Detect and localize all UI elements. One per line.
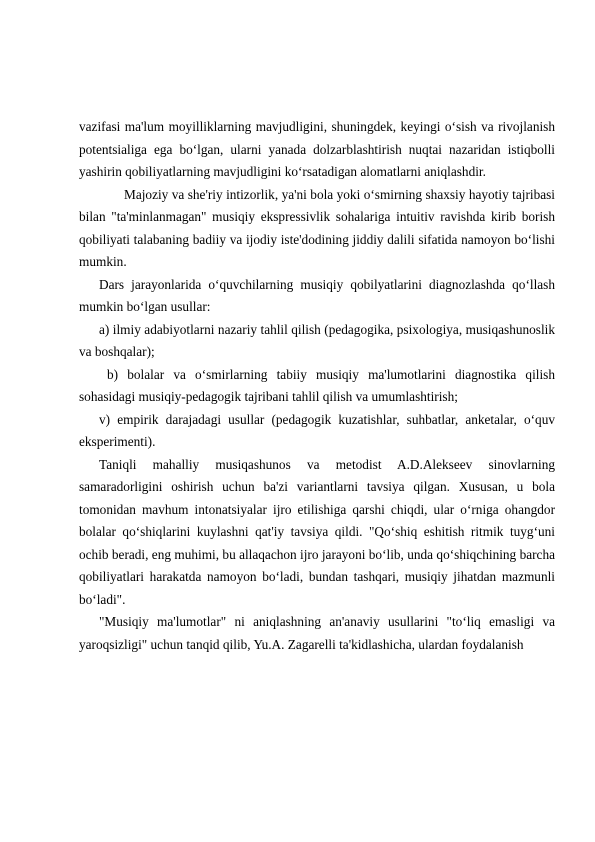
document-page bbox=[79, 116, 555, 656]
paragraph-poetic-insight: Majoziy va she'riy intizorlik, ya'ni bola yoki o‘smirning shaxsiy hayotiy tajribasi bilan "ta'minlanmagan" musiqiy ekspressivlik sohalariga intuitiv ravishda kirib borish qobiliyati talabaning badiiy va ijodiy iste'dodining jiddiy dalili sifatida namoyon bo‘lishi mumkin. bbox=[79, 186, 555, 269]
list-item-b: b) bolalar va o‘smirlarning tabiiy musiqiy ma'lumotlarini diagnostika qilish sohasidagi musiqiy-pedagogik tajribani tahlil qilish va umumlashtirish; bbox=[79, 366, 555, 404]
list-item-v: v) empirik darajadagi usullar (pedagogik kuzatishlar, suhbatlar, anketalar, o‘quv eksperimenti). bbox=[79, 411, 555, 449]
paragraph-zagarelli: "Musiqiy ma'lumotlar" ni aniqlashning an'anaviy usullarini "to‘liq emasligi va yaroqsizligi" uchun tanqid qilib, Yu.A. Zagarelli ta'kidlashicha, ulardan foydalanish bbox=[79, 614, 555, 652]
paragraph-alekseev: Taniqli mahalliy musiqashunos va metodist A.D.Alekseev sinovlarning samaradorligini oshirish uchun ba'zi variantlarni tavsiya qilgan. Xususan, u bola tomonidan mavhum intonatsiyalar ijro etilishiga qarshi chiqdi, ular o‘rniga ohangdor bolalar qo‘shiqlarini kuylashni qat'iy tavsiya qildi. "Qo‘shiq eshitish ritmik tuyg‘uni ochib beradi, eng muhimi, bu allaqachon ijro jarayoni bo‘lib, unda qo‘shiqchining barcha qobiliyatlari harakatda namoyon bo‘ladi, bundan tashqari, musiqiy jihatdan mazmunli bo‘ladi". bbox=[79, 456, 555, 607]
list-item-a: a) ilmiy adabiyotlarni nazariy tahlil qilish (pedagogika, psixologiya, musiqashunoslik va boshqalar); bbox=[79, 321, 555, 359]
paragraph-diagnosis-goal: vazifasi ma'lum moyilliklarning mavjudligini, shuningdek, keyingi o‘sish va rivojlanish potentsialiga ega bo‘lgan, ularni yanada dolzarblashtirish nuqtai nazaridan istiqbolli yashirin qobiliyatlarning mavjudligini ko‘rsatadigan alomatlarni aniqlashdir. bbox=[79, 119, 555, 179]
paragraph-methods-intro: Dars jarayonlarida o‘quvchilarning musiqiy qobilyatlarini diagnozlashda qo‘llash mumkin bo‘lgan usullar: bbox=[79, 276, 555, 314]
